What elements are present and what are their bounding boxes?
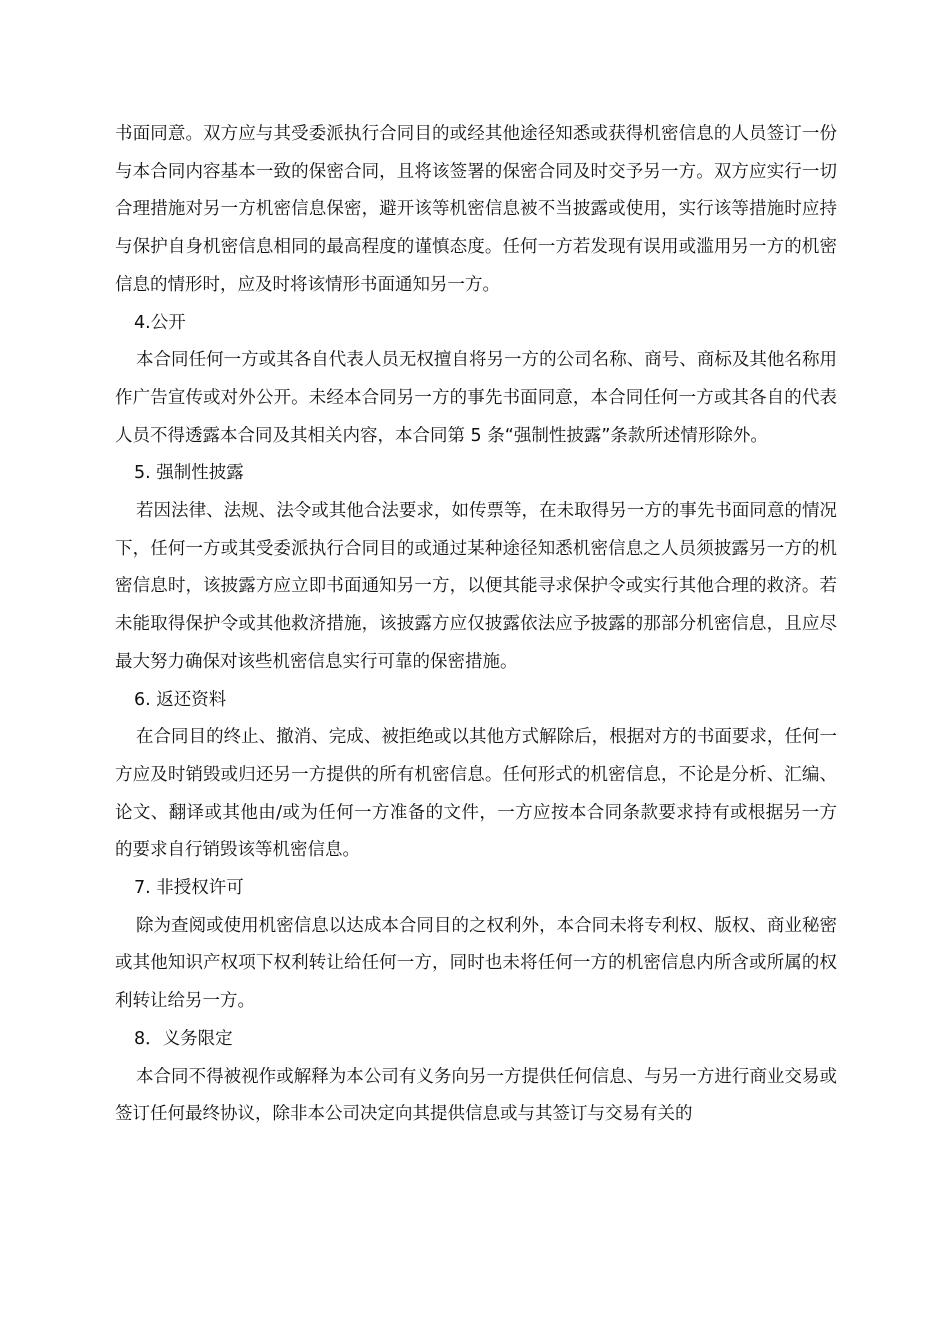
paragraph-no-license: 除为查阅或使用机密信息以达成本合同目的之权利外，本合同未将专利权、版权、商业秘密或其他知识产权项下权利转让给任何一方，同时也未将任何一方的机密信息内所含或所属的权利转让给另一方。: [115, 915, 837, 1012]
paragraph-compelled-disclosure: 若因法律、法规、法令或其他合法要求，如传票等，在未取得另一方的事先书面同意的情况下，任何一方或其受委派执行合同目的或通过某种途径知悉机密信息之人员须披露另一方的机密信息时，该披露方应立即书面通知另一方，以便其能寻求保护令或实行其他合理的救济。若未能取得保护令或其他救济措施，该披露方应仅披露依法应予披露的那部分机密信息，且应尽最大努力确保对该些机密信息实行可靠的保密措施。: [115, 501, 837, 672]
paragraph-limitation: 本合同不得被视作或解释为本公司有义务向另一方提供任何信息、与另一方进行商业交易或签订任何最终协议，除非本公司决定向其提供信息或与其签订与交易有关的: [115, 1066, 837, 1125]
paragraph-disclosure: 本合同任何一方或其各自代表人员无权擅自将另一方的公司名称、商号、商标及其他名称用作广告宣传或对外公开。未经本合同另一方的事先书面同意，本合同任何一方或其各自的代表人员不得透露本合同及其相关内容，本合同第 5 条“强制性披露”条款所述情形除外。: [115, 350, 837, 446]
section-heading-disclosure: 4.公开: [134, 312, 186, 333]
section-heading-return-materials: 6. 返还资料: [134, 689, 227, 710]
document-body: [115, 116, 837, 1134]
section-heading-no-license: 7. 非授权许可: [134, 878, 244, 899]
section-heading-compelled-disclosure: 5. 强制性披露: [134, 463, 244, 484]
paragraph-return-materials: 在合同目的终止、撤消、完成、被拒绝或以其他方式解除后，根据对方的书面要求，任何一方应及时销毁或归还另一方提供的所有机密信息。任何形式的机密信息，不论是分析、汇编、论文、翻译或其他由/或为任何一方准备的文件，一方应按本合同条款要求持有或根据另一方的要求自行销毁该等机密信息。: [115, 727, 837, 861]
paragraph-confidentiality-continued: 书面同意。双方应与其受委派执行合同目的或经其他途径知悉或获得机密信息的人员签订一份与本合同内容基本一致的保密合同，且将该签署的保密合同及时交予另一方。双方应实行一切合理措施对另一方机密信息保密，避开该等机密信息被不当披露或使用，实行该等措施时应持与保护自身机密信息相同的最高程度的谨慎态度。任何一方若发现有误用或滥用另一方的机密信息的情形时，应及时将该情形书面通知另一方。: [115, 124, 837, 295]
section-heading-limitation: 8．义务限定: [134, 1028, 233, 1049]
